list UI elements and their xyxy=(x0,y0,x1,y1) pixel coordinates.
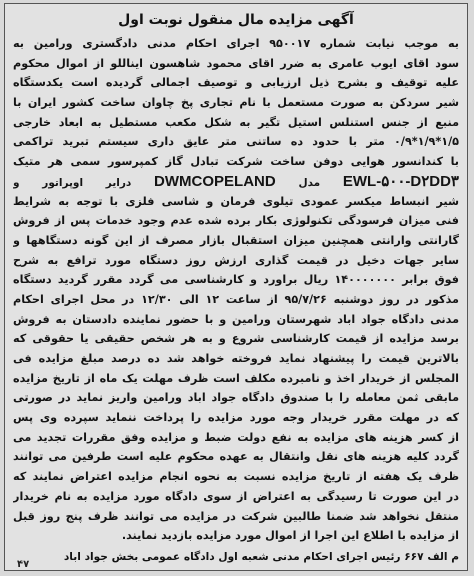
body-line: بالاترین قیمت را پیشنهاد نماید فروخته خواهد شد ده درصد مبلغ مزایده فی xyxy=(13,352,459,365)
page-number: ۴۷ xyxy=(17,559,30,570)
body-line: منتقل نخواهد شد ضمنا طالبین شرکت در مزایده می توانند ظرف پنج روز قبل xyxy=(13,509,459,523)
body-line: مابقی ثمن معامله را با صندوق دادگاه جواد اباد ورامین واریز نماید در صورتی xyxy=(13,391,459,405)
body-line: سود اقای ایوب عامری به ضرر اقای محمود شاهسون ایناللو از اموال محکوم xyxy=(13,56,459,70)
body-line: شیر انبساط میکسر عمودی تیلوی فرمان و شاسی فلزی با توجه به شرایط xyxy=(13,194,459,208)
auction-notice xyxy=(4,3,468,571)
notice-footer: م الف ۶۶۷ رئیس اجرای احکام مدنی شعبه اول دادگاه عمومی بخش جواد اباد xyxy=(63,551,459,563)
notice-title: آگهی مزایده مال منقول نوبت اول xyxy=(118,12,354,28)
body-line: ۱/۵*۱/۹*۰/۹ متر با حدود ده ساتنی متر عایق داری سیستم تبرید تراکمی xyxy=(13,135,459,149)
model-after: درایر اوپراتور و xyxy=(13,176,132,189)
body-line: منبع از جنس استنلس استیل تگیر به شکل مکعب مستطیل به ابعاد خارجی xyxy=(13,115,459,129)
body-line: با کندانسور هوایی دوفن ساخت شرکت تبادل گاز کمپرسور سمی هر متیک xyxy=(13,155,459,169)
body-line: المجلس از خریدار اخذ و نامبرده مکلف است ظرف مهلت یک ماه از تاریخ مزایده xyxy=(13,371,459,385)
body-line: گارانتی وارانتی همچنین میزان استقبال بازار مصرف از این گونه دستگاهها و xyxy=(13,233,459,247)
body-line: از مزایده با اطلاع این اجرا از اموال مورد مزایده بازدید نمایند. xyxy=(121,529,459,543)
model-code: EWL-۵۰۰-D۲DD۳ xyxy=(342,172,459,190)
body-line: فنی میزان فرسودگی تکنولوژی بکار برده شده عدم وجود خدمات پس از فروش xyxy=(13,214,459,228)
body-line: ظرف یک هفته از تاریخ مزایده نسبت به نحوه انجام مزایده اعتراض نمایند که xyxy=(13,470,459,484)
body-line: مدنی دادگاه جواد اباد شهرستان ورامین و با حضور نماینده دادستان به فروش xyxy=(13,312,459,326)
body-line: فوق برابر ۱۴۰۰۰۰۰۰۰ ریال براورد و کارشناسی می گردد مقرر گردید دستگاه xyxy=(13,273,459,287)
body-line: در این صورت تا رسیدگی به اعتراض از سوی دادگاه مورد مزایده به نام خریدار xyxy=(13,489,459,503)
body-line: برسد مزایده از قیمت کارشناسی شروع و به هر شخص حقیقی یا حقوقی که xyxy=(13,332,459,346)
model-label: مدل xyxy=(298,176,321,189)
body-line: شیر سردکن به صورت مستعمل با نام تجاری پخ چاوان ساخت کشور ایران با xyxy=(13,96,459,110)
body-line: مذکور در روز دوشنبه ۹۵/۷/۲۶ از ساعت ۱۲ الی ۱۲/۳۰ در محل اجرای احکام xyxy=(13,292,459,306)
model-brand: DWMCOPELAND xyxy=(154,172,276,190)
body-line: علیه توقیف و بشرح ذیل ارزیابی و توصیف اجمالی گردیده است یکدستگاه xyxy=(13,76,459,90)
body-line: به موجب نیابت شماره ۹۵۰۰۱۷ اجرای احکام مدنی دادگستری ورامین به xyxy=(13,37,459,50)
body-line: گردد کلیه هزینه های نقل وانتقال به عهده محکوم علیه است طرفین می توانند xyxy=(13,450,459,464)
body-line: از کسر هزینه های مزایده به نفع دولت ضبط و مزایده وفق مقررات تجدید می xyxy=(13,430,459,444)
body-line: سایر جهات دخیل در قیمت گذاری ارزش روز دستگاه مورد ترافع به شرح xyxy=(13,253,459,267)
model-line xyxy=(13,172,459,192)
notice-body xyxy=(13,34,459,546)
body-line: که در مهلت مقرر خریدار وجه مورد مزایده را پرداخت ننماید سپرده وی پس xyxy=(13,411,459,425)
